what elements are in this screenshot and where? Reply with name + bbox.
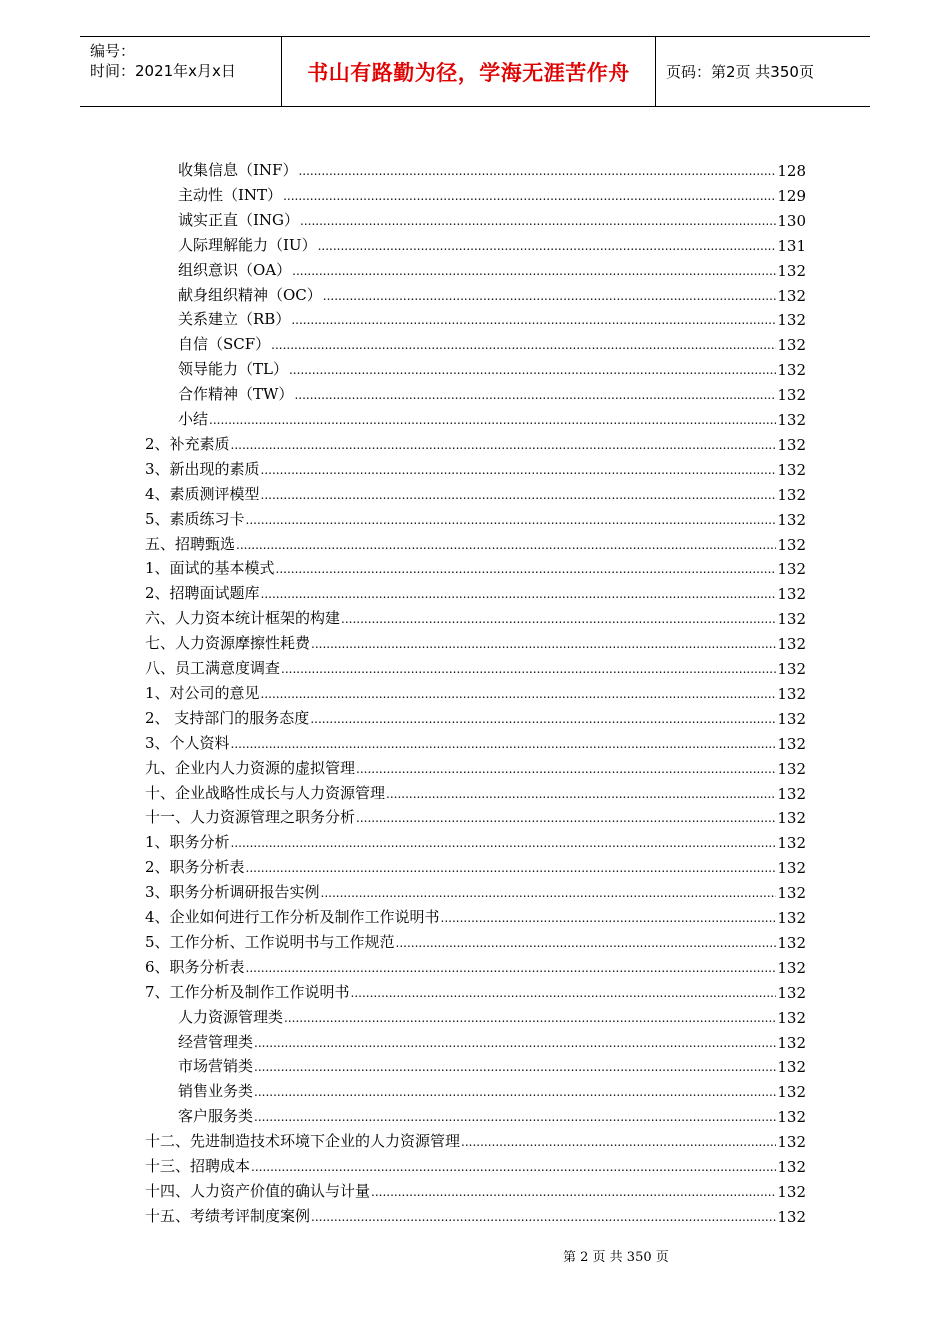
- toc-dot-leader: [289, 361, 776, 379]
- toc-entry[interactable]: [178, 305, 806, 329]
- toc-entry[interactable]: [145, 953, 806, 977]
- toc-entry[interactable]: [145, 654, 806, 678]
- toc-entry-page: 132: [777, 361, 806, 380]
- toc-entry-page: 132: [777, 784, 806, 803]
- toc-entry-title: 自信（SCF）: [178, 335, 271, 354]
- toc-entry-title: 客户服务类: [178, 1107, 254, 1126]
- toc-entry-title: 十四、人力资产价值的确认与计量: [145, 1181, 371, 1200]
- toc-entry-title: 7、工作分析及制作工作说明书: [145, 982, 350, 1001]
- toc-entry-page: 132: [777, 709, 806, 728]
- toc-dot-leader: [281, 660, 776, 678]
- toc-entry-title: 3、职务分析调研报告实例: [145, 883, 320, 902]
- toc-entry-page: 132: [777, 386, 806, 405]
- toc-dot-leader: [351, 984, 777, 1002]
- toc-entry-title: 1、职务分析: [145, 833, 230, 852]
- toc-entry-page: 132: [777, 983, 806, 1002]
- toc-dot-leader: [231, 834, 777, 852]
- toc-entry-page: 132: [777, 261, 806, 280]
- toc-dot-leader: [284, 1009, 776, 1027]
- toc-dot-leader: [251, 1158, 776, 1176]
- toc-entry[interactable]: [178, 1028, 806, 1052]
- toc-entry[interactable]: [145, 828, 806, 852]
- toc-entry-title: 2、职务分析表: [145, 858, 245, 877]
- toc-entry-title: 十五、考绩考评制度案例: [145, 1206, 311, 1225]
- toc-entry[interactable]: [178, 1102, 806, 1126]
- toc-entry-title: 主动性（INT）: [178, 185, 283, 204]
- toc-entry-title: 3、个人资料: [145, 733, 230, 752]
- toc-entry-title: 5、素质练习卡: [145, 509, 245, 528]
- toc-dot-leader: [261, 685, 777, 703]
- toc-entry[interactable]: [178, 231, 806, 255]
- toc-entry-page: 132: [777, 759, 806, 778]
- toc-entry-page: 132: [777, 311, 806, 330]
- toc-dot-leader: [386, 785, 776, 803]
- toc-entry-page: 132: [777, 909, 806, 927]
- toc-entry[interactable]: [145, 978, 806, 1002]
- toc-entry-title: 2、补充素质: [145, 434, 230, 453]
- toc-dot-leader: [300, 212, 776, 230]
- toc-entry[interactable]: [145, 629, 806, 653]
- toc-entry-title: 收集信息（INF）: [178, 161, 298, 179]
- toc-dot-leader: [294, 386, 776, 404]
- toc-entry[interactable]: [145, 1177, 806, 1201]
- toc-dot-leader: [461, 1133, 776, 1151]
- toc-dot-leader: [341, 610, 776, 628]
- toc-entry[interactable]: [145, 579, 806, 603]
- toc-entry[interactable]: [145, 604, 806, 628]
- toc-entry[interactable]: [178, 1003, 806, 1027]
- toc-entry[interactable]: [145, 903, 806, 927]
- toc-entry-title: 合作精神（TW）: [178, 385, 294, 404]
- toc-entry[interactable]: [145, 530, 806, 554]
- toc-entry[interactable]: [178, 380, 806, 404]
- toc-entry-page: 132: [777, 1058, 806, 1077]
- toc-dot-leader: [311, 1208, 776, 1226]
- toc-entry-title: 市场营销类: [178, 1057, 254, 1076]
- toc-entry-title: 2、 支持部门的服务态度: [145, 708, 310, 727]
- toc-dot-leader: [231, 735, 777, 753]
- toc-dot-leader: [254, 1034, 776, 1052]
- toc-entry-page: 132: [777, 286, 806, 305]
- toc-entry[interactable]: [145, 679, 806, 703]
- toc-entry-page: 132: [777, 435, 806, 454]
- toc-entry-title: 七、人力资源摩擦性耗费: [145, 634, 311, 653]
- toc-entry-page: 132: [777, 635, 806, 654]
- page-header: [80, 36, 870, 107]
- toc-entry-title: 4、素质测评模型: [145, 484, 260, 503]
- toc-entry[interactable]: [145, 455, 806, 479]
- toc-entry[interactable]: [145, 878, 806, 902]
- toc-entry-title: 组织意识（OA）: [178, 260, 292, 279]
- toc-entry-title: 销售业务类: [178, 1082, 254, 1101]
- toc-dot-leader: [254, 1083, 776, 1101]
- toc-entry-page: 132: [777, 1008, 806, 1027]
- toc-dot-leader: [318, 237, 777, 255]
- toc-dot-leader: [209, 411, 776, 429]
- toc-dot-leader: [292, 262, 776, 280]
- toc-dot-leader: [356, 809, 776, 827]
- toc-entry-page: 132: [777, 535, 806, 554]
- toc-dot-leader: [311, 635, 776, 653]
- toc-entry[interactable]: [178, 355, 806, 379]
- toc-entry-page: 132: [777, 1182, 806, 1201]
- toc-entry-page: 128: [777, 162, 806, 180]
- toc-entry-page: 131: [777, 236, 806, 255]
- toc-entry-page: 132: [777, 884, 806, 903]
- toc-entry-page: 132: [777, 1083, 806, 1102]
- toc-dot-leader: [291, 311, 776, 329]
- toc-entry[interactable]: [178, 405, 806, 429]
- toc-dot-leader: [271, 336, 776, 354]
- header-motto: 书山有路勤为径，学海无涯苦作舟: [282, 37, 656, 106]
- toc-entry[interactable]: [145, 1152, 806, 1176]
- toc-dot-leader: [246, 959, 777, 977]
- toc-entry[interactable]: [145, 704, 806, 728]
- toc-entry[interactable]: [145, 430, 806, 454]
- toc-entry-page: 132: [777, 809, 806, 828]
- toc-entry[interactable]: [145, 480, 806, 504]
- toc-entry[interactable]: [145, 779, 806, 803]
- toc-entry-page: 132: [777, 859, 806, 878]
- toc-dot-leader: [254, 1108, 776, 1126]
- toc-entry[interactable]: [145, 554, 806, 578]
- toc-entry-title: 九、企业内人力资源的虚拟管理: [145, 758, 356, 777]
- toc-entry-title: 5、工作分析、工作说明书与工作规范: [145, 932, 395, 951]
- toc-entry-page: 129: [777, 186, 806, 205]
- toc-entry-page: 132: [777, 336, 806, 355]
- toc-entry-title: 献身组织精神（OC）: [178, 285, 322, 304]
- toc-entry-page: 132: [777, 485, 806, 504]
- toc-entry[interactable]: [178, 181, 806, 205]
- toc-entry[interactable]: [178, 1077, 806, 1101]
- toc-dot-leader: [276, 560, 777, 578]
- toc-entry-page: 132: [777, 460, 806, 479]
- toc-entry-title: 经营管理类: [178, 1032, 254, 1051]
- toc-entry-page: 132: [777, 560, 806, 579]
- toc-entry-page: 132: [777, 610, 806, 629]
- toc-entry[interactable]: [145, 803, 806, 827]
- toc-dot-leader: [236, 536, 776, 554]
- toc-dot-leader: [441, 909, 777, 927]
- toc-dot-leader: [321, 884, 777, 902]
- toc-entry[interactable]: [145, 1202, 806, 1226]
- toc-entry-page: 132: [777, 660, 806, 678]
- toc-dot-leader: [261, 585, 777, 603]
- toc-dot-leader: [283, 187, 776, 205]
- toc-entry-page: 132: [777, 958, 806, 977]
- toc-dot-leader: [261, 461, 777, 479]
- header-left-cell: [80, 37, 282, 106]
- toc-entry-page: 132: [777, 1207, 806, 1226]
- date-text: 时间：2021年x月x日: [90, 62, 236, 80]
- toc-entry-title: 6、职务分析表: [145, 957, 245, 976]
- toc-entry-page: 132: [777, 510, 806, 529]
- toc-entry[interactable]: [145, 853, 806, 877]
- toc-entry-title: 小结: [178, 410, 209, 428]
- toc-entry-page: 132: [777, 1158, 806, 1176]
- toc-entry[interactable]: [178, 1052, 806, 1076]
- toc-entry-page: 132: [777, 834, 806, 853]
- header-page-info: 页码：第2页 共350页: [666, 63, 814, 81]
- toc-entry-title: 十、企业战略性成长与人力资源管理: [145, 783, 386, 802]
- toc-dot-leader: [310, 710, 776, 728]
- page-footer: [0, 1246, 950, 1265]
- toc-entry[interactable]: [145, 928, 806, 952]
- toc-entry-page: 130: [777, 211, 806, 230]
- toc-entry-title: 八、员工满意度调查: [145, 659, 281, 677]
- toc-entry-page: 132: [777, 933, 806, 952]
- toc-entry-page: 132: [777, 684, 806, 703]
- footer-page-number: 第 2 页 共 350 页: [563, 1250, 669, 1265]
- toc-entry[interactable]: [178, 156, 806, 180]
- toc-entry[interactable]: [145, 754, 806, 778]
- toc-dot-leader: [356, 760, 776, 778]
- toc-entry-page: 132: [777, 1108, 806, 1127]
- toc-entry[interactable]: [178, 330, 806, 354]
- toc-dot-leader: [254, 1058, 776, 1076]
- toc-dot-leader: [261, 486, 777, 504]
- toc-entry-title: 六、人力资本统计框架的构建: [145, 609, 341, 628]
- toc-entry[interactable]: [178, 281, 806, 305]
- toc-entry[interactable]: [145, 505, 806, 529]
- toc-entry-title: 十三、招聘成本: [145, 1157, 251, 1175]
- toc-entry-page: 132: [777, 585, 806, 604]
- serial-number-label: 编号：: [90, 42, 136, 60]
- toc-entry[interactable]: [145, 1127, 806, 1151]
- toc-dot-leader: [323, 287, 777, 305]
- toc-entry-title: 十二、先进制造技术环境下企业的人力资源管理: [145, 1132, 461, 1151]
- toc-entry-title: 2、招聘面试题库: [145, 584, 260, 603]
- toc-entry-page: 132: [777, 1133, 806, 1152]
- toc-entry[interactable]: [178, 256, 806, 280]
- toc-entry-title: 诚实正直（ING）: [178, 210, 300, 229]
- toc-entry-title: 1、对公司的意见: [145, 683, 260, 702]
- toc-entry-title: 人力资源管理类: [178, 1007, 284, 1026]
- toc-entry-title: 1、面试的基本模式: [145, 559, 275, 578]
- toc-dot-leader: [246, 859, 777, 877]
- toc-entry-title: 十一、人力资源管理之职务分析: [145, 808, 356, 827]
- toc-dot-leader: [231, 436, 777, 454]
- toc-entry-page: 132: [777, 1033, 806, 1052]
- toc-entry-title: 领导能力（TL）: [178, 360, 288, 379]
- toc-dot-leader: [371, 1183, 776, 1201]
- toc-entry-title: 3、新出现的素质: [145, 459, 260, 478]
- toc-entry-title: 人际理解能力（IU）: [178, 235, 317, 254]
- toc-dot-leader: [396, 934, 777, 952]
- toc-dot-leader: [298, 162, 776, 180]
- toc-entry-page: 132: [777, 411, 806, 429]
- toc-entry-title: 五、招聘甄选: [145, 534, 236, 553]
- toc-entry[interactable]: [178, 206, 806, 230]
- toc-entry-title: 关系建立（RB）: [178, 310, 291, 329]
- toc-dot-leader: [246, 511, 777, 529]
- toc-entry-page: 132: [777, 734, 806, 753]
- toc-entry[interactable]: [145, 729, 806, 753]
- toc-entry-title: 4、企业如何进行工作分析及制作工作说明书: [145, 908, 440, 926]
